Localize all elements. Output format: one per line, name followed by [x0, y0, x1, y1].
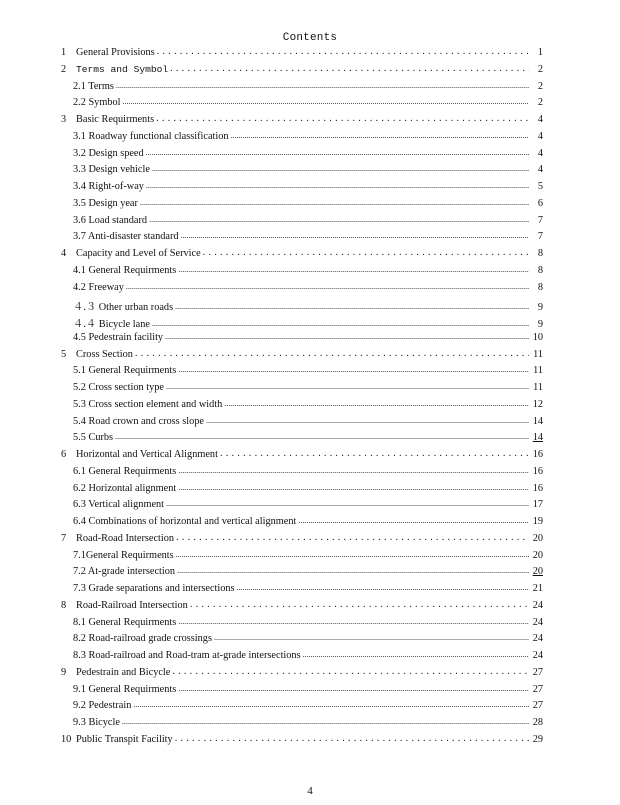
- toc-entry-page: 4: [537, 114, 543, 125]
- toc-entry-title: 2.2 Symbol: [73, 97, 121, 109]
- toc-dot-leader: [178, 483, 529, 492]
- toc-entry-page: 2: [537, 97, 543, 109]
- toc-chapter-entry[interactable]: [61, 248, 543, 265]
- toc-section-entry[interactable]: [61, 700, 543, 717]
- toc-entry-title: 5.4 Road crown and cross slope: [73, 415, 204, 427]
- toc-entry-title: 5.2 Cross section type: [73, 382, 164, 393]
- toc-section-entry[interactable]: [61, 365, 543, 382]
- toc-dot-leader: [303, 650, 529, 659]
- toc-section-entry[interactable]: [61, 650, 543, 667]
- toc-entry-title: Road-Railroad Intersection: [76, 599, 188, 611]
- toc-entry-title: 5.3 Cross section element and width: [73, 398, 223, 410]
- toc-entry-number: 5: [61, 348, 67, 360]
- toc-entry-number: 8: [61, 599, 67, 611]
- toc-section-entry[interactable]: [61, 298, 543, 315]
- toc-section-entry[interactable]: [61, 198, 543, 215]
- toc-entry-title: 4.5 Pedestrain facility: [73, 331, 164, 343]
- toc-entry-page: 8: [537, 248, 543, 259]
- toc-dot-leader: [231, 131, 529, 140]
- toc-entry-page: 16: [532, 465, 543, 477]
- toc-entry-number: 1: [61, 47, 67, 58]
- toc-entry-number: 2: [61, 63, 67, 75]
- toc-dot-leader: [123, 97, 530, 106]
- toc-dot-leader: [166, 382, 529, 391]
- toc-dot-leader: [181, 231, 529, 240]
- toc-chapter-entry[interactable]: [61, 47, 543, 64]
- toc-dot-leader: [126, 282, 529, 291]
- toc-entry-page: 21: [532, 583, 543, 594]
- toc-section-entry[interactable]: [61, 499, 543, 516]
- toc-chapter-entry[interactable]: [61, 114, 543, 131]
- toc-entry-page: 12: [532, 398, 543, 410]
- toc-entry-title: 5.5 Curbs: [73, 432, 114, 444]
- toc-dot-leader: [224, 399, 529, 408]
- toc-dot-leader: [178, 617, 529, 626]
- toc-entry-title: 6.2 Horizontal alignment: [73, 482, 177, 494]
- toc-entry-title: Terms and Symbol: [76, 63, 169, 75]
- toc-section-entry[interactable]: [61, 516, 543, 533]
- toc-section-entry[interactable]: [61, 131, 543, 148]
- toc-entry-title: 6.3 Vertical alignment: [73, 499, 165, 511]
- toc-dot-leader: [175, 733, 529, 744]
- toc-dot-leader: [178, 466, 529, 475]
- toc-dot-leader: [170, 63, 529, 74]
- toc-entry-page: 27: [532, 683, 543, 695]
- toc-entry-page: 11: [533, 348, 543, 360]
- toc-entry-title: 7.1General Requirments: [73, 549, 174, 561]
- toc-entry-title: 3.4 Right-of-way: [73, 181, 144, 192]
- toc-entry-number: 3: [61, 114, 67, 125]
- toc-section-entry[interactable]: [61, 382, 543, 399]
- toc-section-entry[interactable]: [61, 399, 543, 416]
- toc-section-entry[interactable]: [61, 282, 543, 299]
- toc-entry-page: 8: [537, 264, 543, 276]
- toc-section-entry[interactable]: [61, 466, 543, 483]
- toc-entry-page: 2: [537, 63, 543, 75]
- toc-entry-page: 1: [537, 47, 543, 58]
- toc-section-entry[interactable]: [61, 315, 543, 332]
- toc-chapter-entry[interactable]: [61, 667, 543, 684]
- toc-entry-title: Basic Requirments: [76, 114, 155, 125]
- toc-entry-page: 20: [532, 566, 543, 578]
- toc-entry-page: 6: [537, 197, 543, 209]
- toc-entry-number: 9: [61, 666, 67, 678]
- table-of-contents: [61, 47, 543, 751]
- toc-entry-title: Public Transpit Facility: [76, 733, 173, 745]
- toc-entry-page: 5: [537, 181, 543, 192]
- toc-entry-title: 8.2 Road-railroad grade crossings: [73, 633, 212, 645]
- toc-dot-leader: [133, 700, 529, 709]
- toc-section-entry[interactable]: [61, 684, 543, 701]
- toc-chapter-entry[interactable]: [61, 349, 543, 366]
- toc-section-entry[interactable]: [61, 332, 543, 349]
- toc-section-entry[interactable]: [61, 148, 543, 165]
- toc-entry-title: 9.3 Bicycle: [73, 717, 120, 728]
- toc-dot-leader: [140, 198, 529, 207]
- toc-dot-leader: [298, 516, 529, 525]
- toc-entry-title: 5.1 General Requirments: [73, 365, 177, 377]
- toc-entry-page: 20: [532, 532, 543, 544]
- toc-entry-page: 27: [532, 666, 543, 678]
- toc-entry-page: 11: [533, 382, 543, 393]
- toc-entry-title: Horizontal and Vertical Alignment: [76, 449, 218, 460]
- toc-entry-number: 10: [61, 733, 72, 745]
- toc-entry-title: Capacity and Level of Service: [76, 248, 201, 259]
- toc-entry-title: 4.1 General Requirments: [73, 264, 177, 276]
- toc-entry-page: 20: [532, 549, 543, 561]
- toc-entry-title: 9.2 Pedestrain: [73, 700, 132, 712]
- toc-section-entry[interactable]: [61, 97, 543, 114]
- toc-section-entry[interactable]: [61, 416, 543, 433]
- toc-dot-leader: [146, 181, 529, 190]
- toc-entry-page: 19: [532, 516, 543, 527]
- toc-dot-leader: [165, 332, 529, 341]
- toc-dot-leader: [176, 550, 529, 559]
- toc-dot-leader: [175, 302, 529, 311]
- page-title: Contents: [282, 32, 338, 44]
- toc-entry-number: 6: [61, 449, 67, 460]
- toc-entry-page: 8: [537, 281, 543, 293]
- toc-dot-leader: [220, 448, 529, 459]
- toc-entry-title: 3.7 Anti-disaster standard: [73, 231, 179, 243]
- toc-entry-page: 24: [532, 633, 543, 645]
- toc-entry-page: 24: [532, 650, 543, 661]
- toc-chapter-entry[interactable]: [61, 600, 543, 617]
- toc-entry-page: 9: [537, 319, 543, 330]
- toc-entry-title: 2.1 Terms: [73, 80, 114, 92]
- toc-entry-title: 4.2 Freeway: [73, 281, 124, 293]
- toc-entry-page: 11: [533, 365, 543, 377]
- toc-entry-title: ４.４ Bicycle lane: [73, 319, 150, 330]
- toc-section-entry[interactable]: [61, 483, 543, 500]
- toc-dot-leader: [156, 113, 529, 124]
- toc-entry-page: 29: [532, 733, 543, 745]
- toc-entry-title: ４.３ Other urban roads: [73, 302, 174, 314]
- toc-section-entry[interactable]: [61, 231, 543, 248]
- toc-section-entry[interactable]: [61, 550, 543, 567]
- toc-entry-page: 17: [532, 499, 543, 511]
- toc-dot-leader: [203, 247, 529, 258]
- toc-dot-leader: [166, 499, 529, 508]
- toc-dot-leader: [116, 81, 529, 90]
- toc-chapter-entry[interactable]: [61, 64, 543, 81]
- toc-entry-title: 8.3 Road-railroad and Road-tram at-grade intersections: [73, 650, 301, 661]
- toc-dot-leader: [176, 532, 529, 543]
- toc-entry-title: Road-Road Intersection: [76, 532, 175, 544]
- toc-dot-leader: [135, 348, 529, 359]
- toc-dot-leader: [178, 265, 529, 274]
- toc-entry-page: 14: [532, 415, 543, 427]
- toc-dot-leader: [146, 148, 529, 157]
- toc-section-entry[interactable]: [61, 265, 543, 282]
- toc-dot-leader: [149, 215, 529, 224]
- toc-section-entry[interactable]: [61, 215, 543, 232]
- toc-section-entry[interactable]: [61, 181, 543, 198]
- toc-entry-title: 7.2 At-grade intersection: [73, 566, 176, 578]
- toc-section-entry[interactable]: [61, 583, 543, 600]
- toc-dot-leader: [122, 717, 529, 726]
- toc-entry-page: 16: [532, 482, 543, 494]
- toc-dot-leader: [237, 583, 529, 592]
- toc-entry-title: 3.5 Design year: [73, 197, 138, 209]
- toc-entry-title: General Provisions: [76, 47, 155, 58]
- toc-entry-number: 4: [61, 248, 67, 259]
- toc-chapter-entry[interactable]: [61, 734, 543, 751]
- toc-entry-page: 10: [532, 331, 543, 343]
- toc-dot-leader: [177, 566, 529, 575]
- toc-entry-title: 3.2 Design speed: [73, 147, 144, 159]
- toc-entry-title: 3.1 Roadway functional classification: [73, 130, 229, 142]
- toc-entry-page: 4: [537, 130, 543, 142]
- toc-section-entry[interactable]: [61, 566, 543, 583]
- toc-entry-page: 14: [532, 432, 543, 444]
- toc-dot-leader: [157, 46, 529, 57]
- toc-entry-title: 7.3 Grade separations and intersections: [73, 583, 235, 594]
- toc-section-entry[interactable]: [61, 432, 543, 449]
- toc-entry-page: 4: [537, 147, 543, 159]
- toc-dot-leader: [172, 666, 529, 677]
- toc-dot-leader: [152, 164, 529, 173]
- toc-entry-title: Pedestrain and Bicycle: [76, 666, 171, 678]
- toc-section-entry[interactable]: [61, 164, 543, 181]
- toc-entry-number: 7: [61, 532, 67, 544]
- toc-entry-title: 9.1 General Requirments: [73, 683, 177, 695]
- toc-dot-leader: [206, 416, 529, 425]
- toc-section-entry[interactable]: [61, 633, 543, 650]
- toc-entry-page: 28: [532, 717, 543, 728]
- toc-entry-title: 3.6 Load standard: [73, 214, 148, 226]
- toc-dot-leader: [178, 365, 529, 374]
- toc-entry-page: 24: [532, 599, 543, 611]
- toc-entry-page: 7: [537, 214, 543, 226]
- toc-entry-page: 16: [532, 449, 543, 460]
- toc-dot-leader: [152, 319, 529, 328]
- toc-entry-page: 2: [537, 80, 543, 92]
- toc-section-entry[interactable]: [61, 81, 543, 98]
- toc-entry-title: 3.3 Design vehicle: [73, 164, 150, 176]
- toc-entry-page: 27: [532, 700, 543, 712]
- toc-entry-page: 9: [537, 302, 543, 314]
- toc-entry-title: 8.1 General Requirments: [73, 616, 177, 628]
- toc-section-entry[interactable]: [61, 617, 543, 634]
- toc-entry-title: 6.4 Combinations of horizontal and vertical alignment: [73, 516, 297, 527]
- toc-chapter-entry[interactable]: [61, 449, 543, 466]
- toc-entry-title: Cross Section: [76, 348, 133, 360]
- page-number-footer: 4: [307, 785, 313, 797]
- toc-dot-leader: [178, 684, 529, 693]
- toc-entry-title: 6.1 General Requirments: [73, 465, 177, 477]
- toc-entry-page: 24: [532, 616, 543, 628]
- toc-dot-leader: [190, 599, 529, 610]
- toc-chapter-entry[interactable]: [61, 533, 543, 550]
- toc-dot-leader: [115, 432, 529, 441]
- toc-entry-page: 7: [537, 231, 543, 243]
- toc-section-entry[interactable]: [61, 717, 543, 734]
- toc-dot-leader: [214, 633, 529, 642]
- toc-entry-page: 4: [537, 164, 543, 176]
